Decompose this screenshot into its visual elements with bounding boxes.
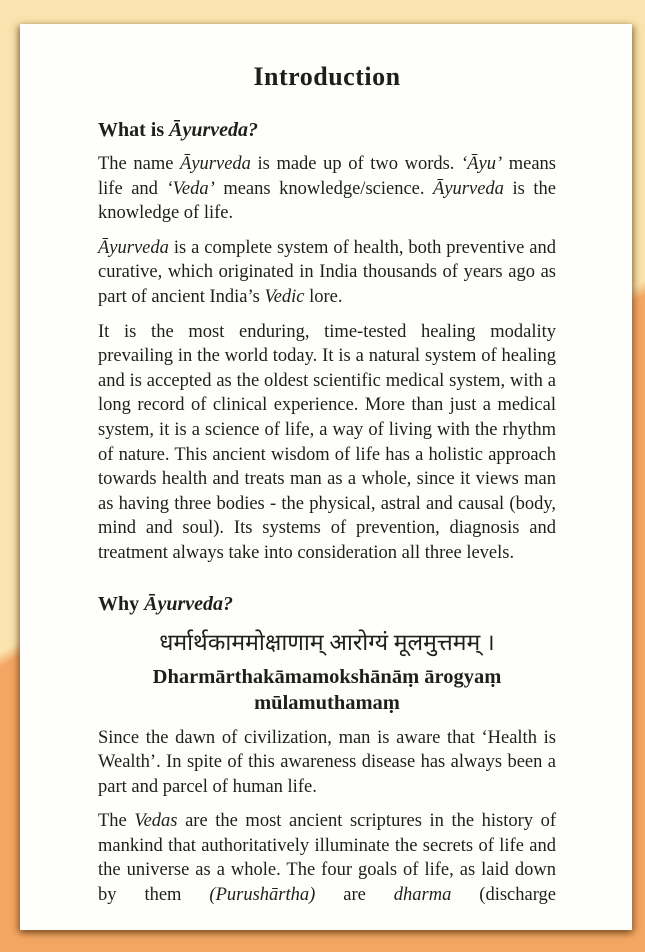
shloka-transliteration-line2: mūlamuthamaṃ: [254, 691, 400, 714]
paragraph-complete-system: Āyurveda is a complete system of health, both preventive and curative, which originated in India thousands of years ago as part of ancient India’s Vedic lore.: [98, 237, 556, 307]
paragraph-enduring-modality: It is the most enduring, time-tested healing modality prevailing in the world today. It is a natural system of healing and is accepted as the oldest scientific medical system, with a long record of clinical experience. More than just a medical system, it is a science of life, a way of living with the rhythm of nature. This ancient wisdom of life has a holistic approach towards health and treats man as a whole, since it views man as having three bodies - the physical, astral and causal (body, mind and soul). Its systems of prevention, diagnosis and treatment always take into consideration all three levels.: [98, 321, 556, 563]
shloka-transliteration-line1: Dharmārthakāmamokshānāṃ ārogyaṃ: [152, 665, 502, 688]
paragraph-health-is-wealth: Since the dawn of civilization, man is aware that ‘Health is Wealth’. In spite of this awareness disease has always been a part and parcel of human life.: [98, 727, 556, 797]
book-page: [20, 24, 632, 930]
sanskrit-shloka-block: [98, 626, 556, 716]
shloka-transliteration: [98, 664, 556, 716]
page-content: [20, 24, 632, 908]
section-heading-what-is-ayurveda: What is Āyurveda?: [98, 119, 259, 141]
paragraph-ayurveda-two-words: The name Āyurveda is made up of two words. ‘Āyu’ means life and ‘Veda’ means knowledge/science. Āyurveda is the knowledge of life.: [98, 154, 556, 224]
section-heading-why-ayurveda: Why Āyurveda?: [98, 592, 234, 615]
paragraph-vedas-scriptures: The Vedas are the most ancient scriptures in the history of mankind that authoritatively illuminate the secrets of life and the universe as a whole. The four goals of life, as laid down by them (Purushārtha) are dharma (discharge: [98, 811, 556, 906]
page-title: Introduction: [253, 62, 401, 91]
shloka-devanagari-text: धर्मार्थकाममोक्षाणाम् आरोग्यं मूलमुत्तमम् ।: [159, 629, 495, 655]
